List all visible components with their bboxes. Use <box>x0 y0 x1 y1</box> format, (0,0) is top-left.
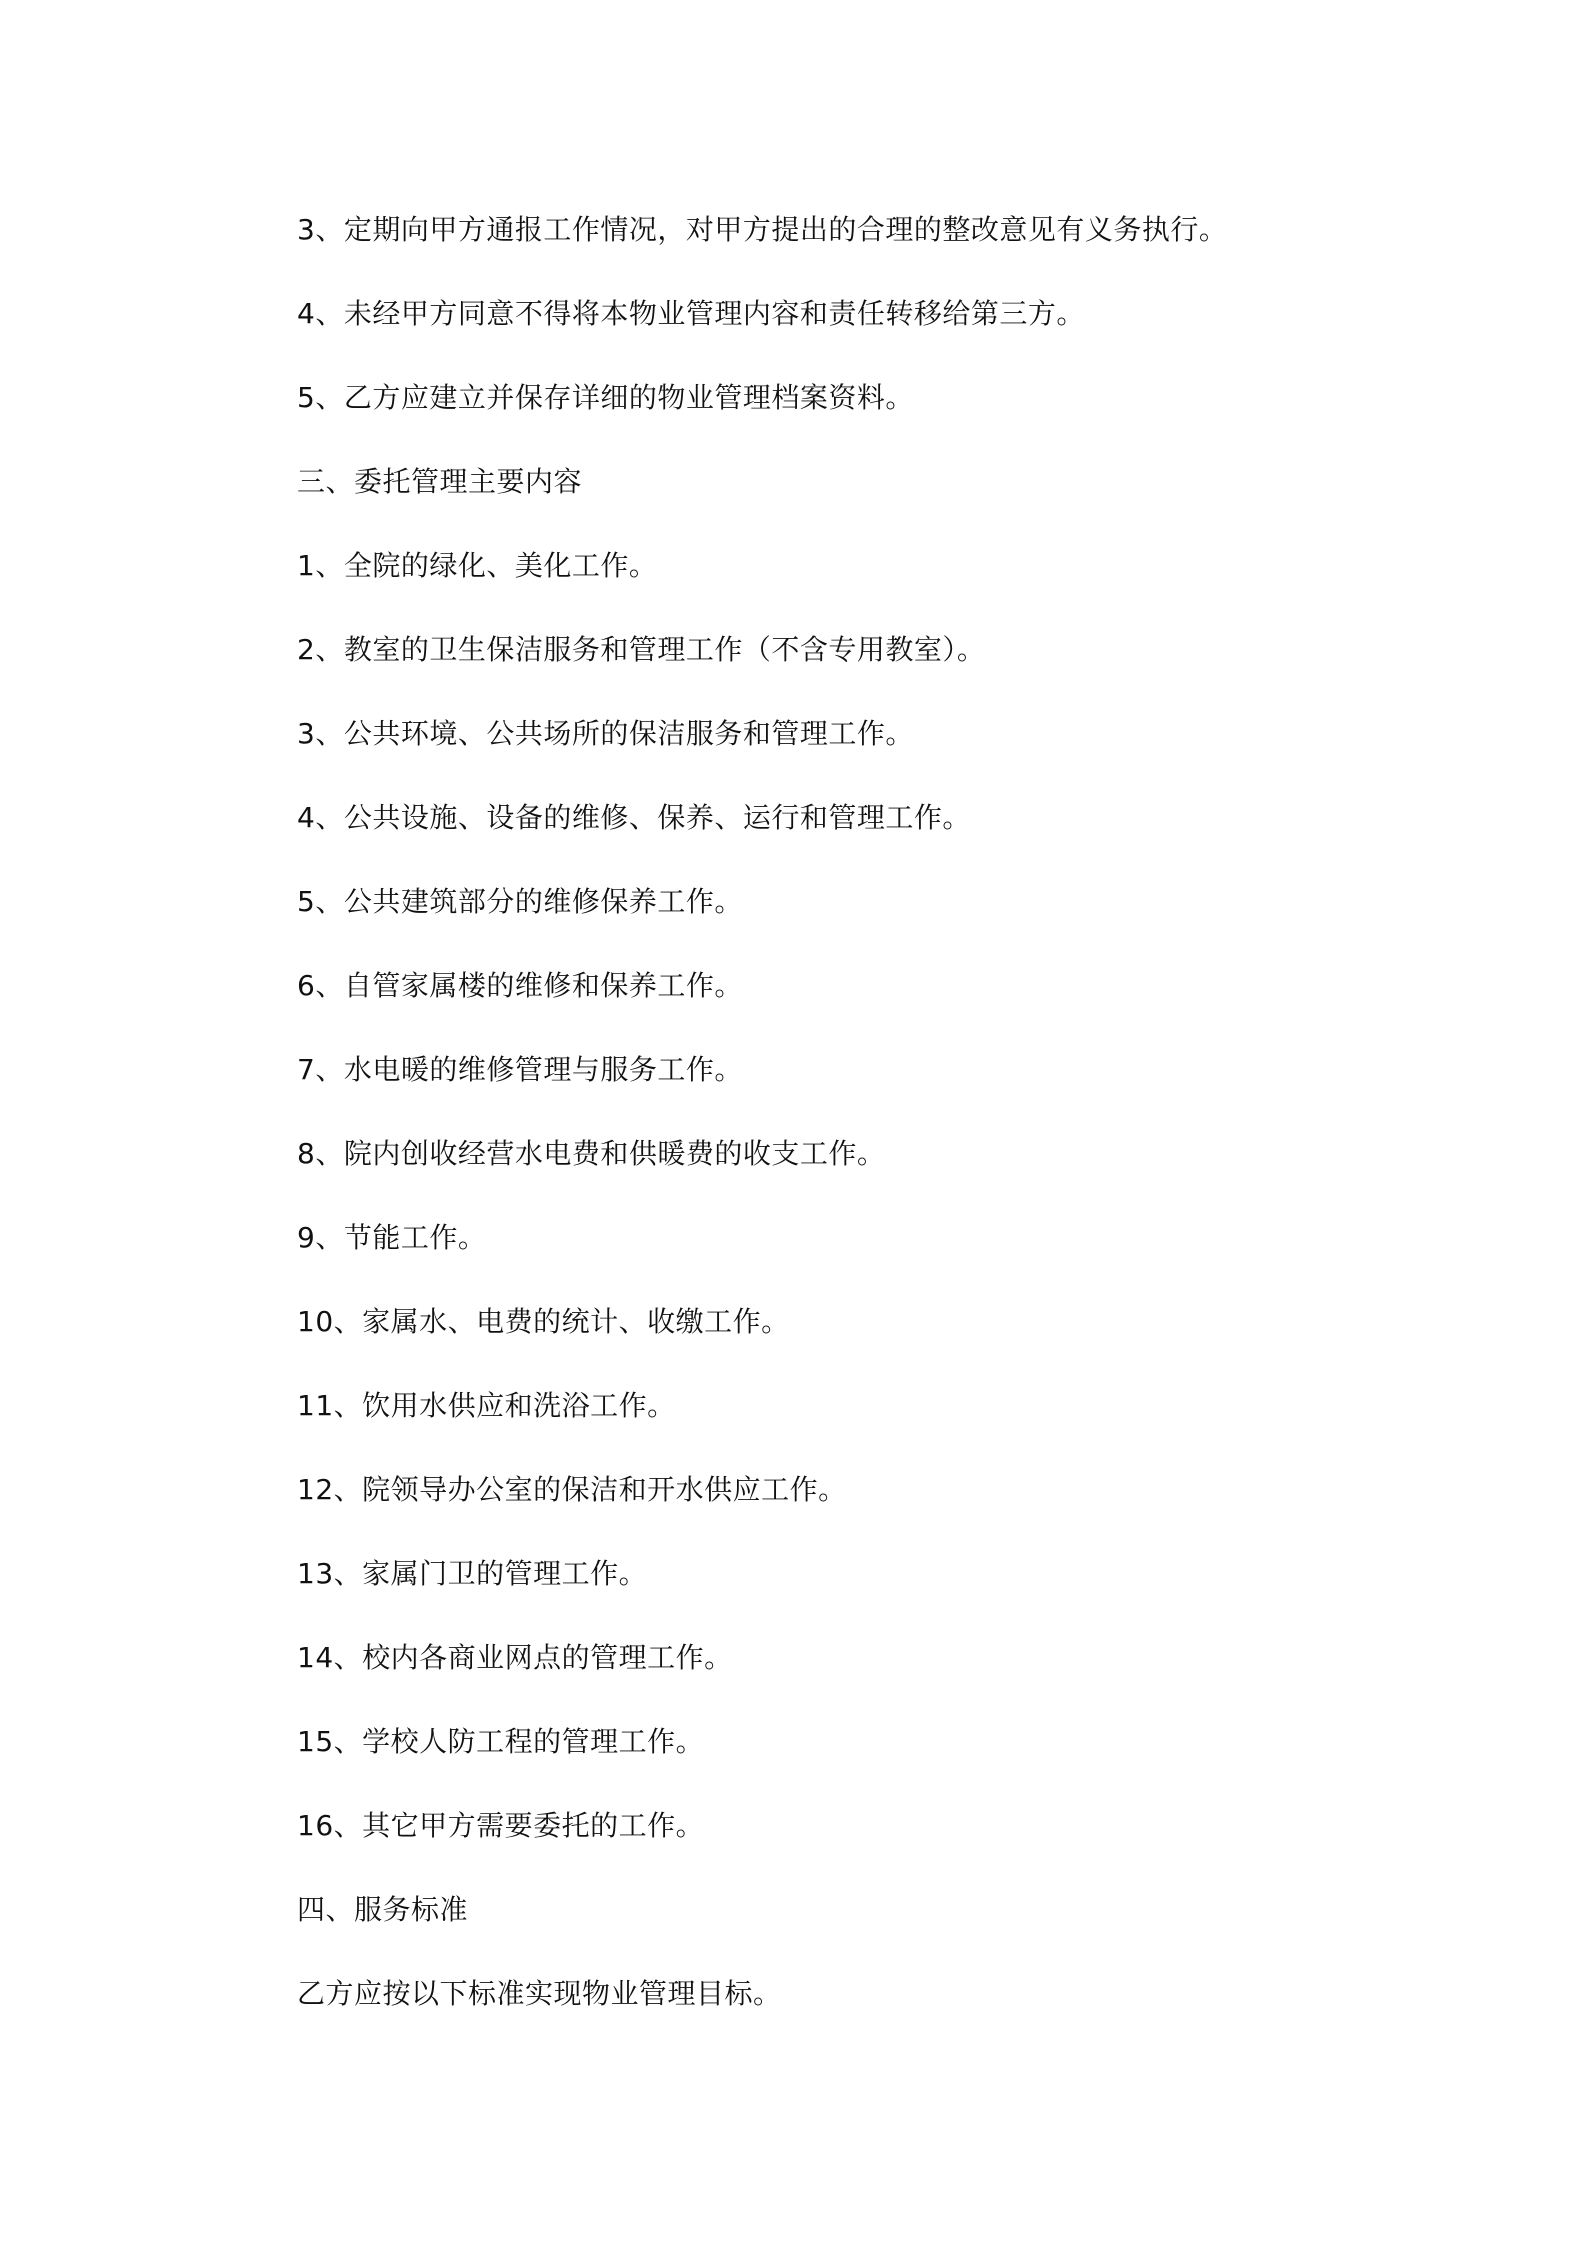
clause-4-no-transfer: 4、未经甲方同意不得将本物业管理内容和责任转移给第三方。 <box>297 297 1085 330</box>
item-8: 8、院内创收经营水电费和供暖费的收支工作。 <box>297 1137 886 1170</box>
item-14: 14、校内各商业网点的管理工作。 <box>297 1641 733 1674</box>
item-15: 15、学校人防工程的管理工作。 <box>297 1725 705 1758</box>
item-3: 3、公共环境、公共场所的保洁服务和管理工作。 <box>297 717 914 750</box>
section-heading-3: 三、委托管理主要内容 <box>297 465 583 498</box>
item-2: 2、教室的卫生保洁服务和管理工作（不含专用教室）。 <box>297 633 986 666</box>
document-body <box>297 205 1397 2053</box>
item-1: 1、全院的绿化、美化工作。 <box>297 549 658 582</box>
item-16: 16、其它甲方需要委托的工作。 <box>297 1809 705 1842</box>
item-9: 9、节能工作。 <box>297 1221 487 1254</box>
item-6: 6、自管家属楼的维修和保养工作。 <box>297 969 743 1002</box>
item-5: 5、公共建筑部分的维修保养工作。 <box>297 885 743 918</box>
standards-intro: 乙方应按以下标准实现物业管理目标。 <box>297 1977 782 2010</box>
item-7: 7、水电暖的维修管理与服务工作。 <box>297 1053 743 1086</box>
item-4: 4、公共设施、设备的维修、保养、运行和管理工作。 <box>297 801 971 834</box>
section-heading-4: 四、服务标准 <box>297 1893 469 1926</box>
item-12: 12、院领导办公室的保洁和开水供应工作。 <box>297 1473 847 1506</box>
item-13: 13、家属门卫的管理工作。 <box>297 1557 648 1590</box>
item-11: 11、饮用水供应和洗浴工作。 <box>297 1389 676 1422</box>
clause-5-archive: 5、乙方应建立并保存详细的物业管理档案资料。 <box>297 381 914 414</box>
item-10: 10、家属水、电费的统计、收缴工作。 <box>297 1305 790 1338</box>
clause-3-report-work: 3、定期向甲方通报工作情况，对甲方提出的合理的整改意见有义务执行。 <box>297 213 1228 246</box>
